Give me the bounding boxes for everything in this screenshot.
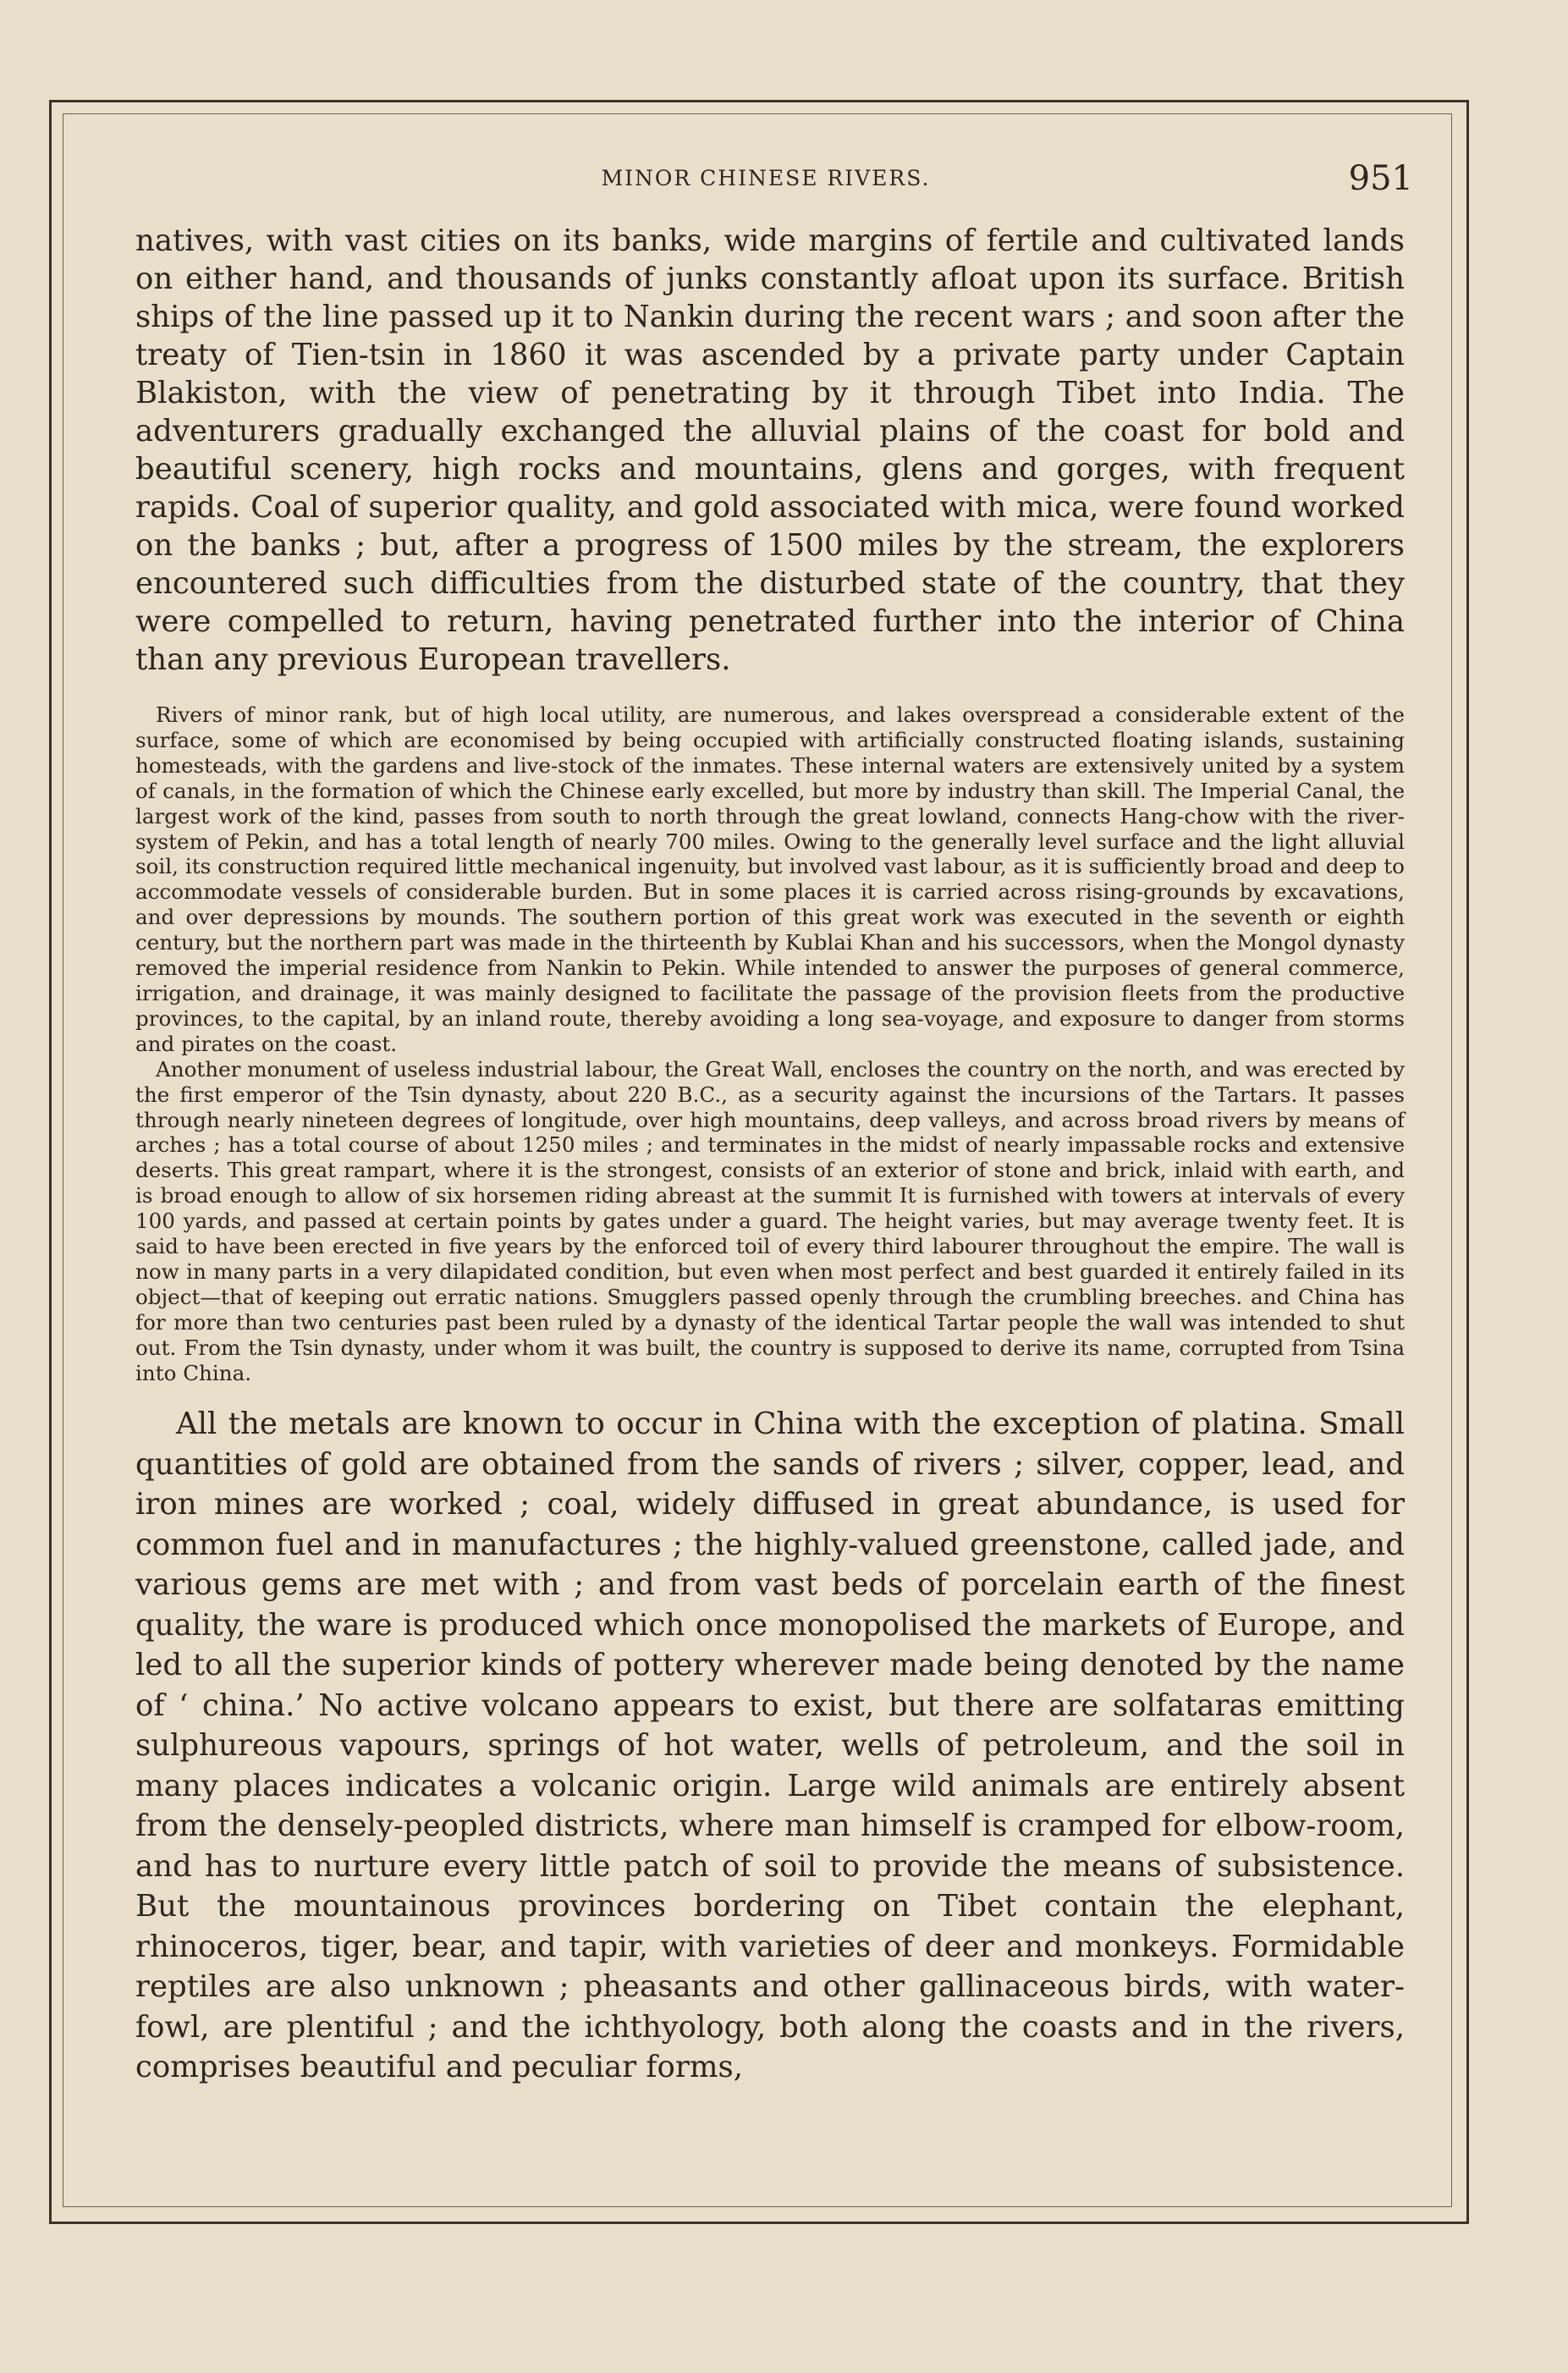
paragraph-large-type-1: natives, with vast cities on its banks, wide margins of fertile and cultivated lands on either hand, and thousands of junks constantly afloat upon its surface. British ships of the line passed up it to Nankin during the recent wars ; and soon after the treaty of Tien-tsin in 1860 it was ascended by a private party under Captain Blakiston, with the view of penetrating by it through Tibet into India. The adventurers gradually exchanged the alluvial plains of the coast for bold and beautiful scenery, high rocks and mountains, glens and gorges, with frequent rapids. Coal of superior quality, and gold associated with mica, were found worked on the banks ; but, after a progress of 1500 miles by the stream, the explorers encountered such difficulties from the disturbed state of the country, that they were compelled to return, having penetrated further into the interior of China than any previous European travellers. [135, 223, 1405, 677]
paragraph-large-type-2: All the metals are known to occur in China with the exception of platina. Small quantities of gold are obtained from the sands of rivers ; silver, copper, lead, and iron mines are worked ; coal, widely diffused in great abundance, is used for common fuel and in manufactures ; the highly-valued greenstone, called jade, and various gems are met with ; and from vast beds of porcelain earth of the finest quality, the ware is produced which once monopolised the markets of Europe, and led to all the superior kinds of pottery wherever made being denoted by the name of ‘ china.’ No active volcano appears to exist, but there are solfataras emitting sulphureous vapours, springs of hot water, wells of petroleum, and the soil in many places indicates a volcanic origin. Large wild animals are entirely absent from the densely-peopled districts, where man himself is cramped for elbow-room, and has to nurture every little patch of soil to provide the means of subsistence. But the mountainous provinces bordering on Tibet contain the elephant, rhinoceros, tiger, bear, and tapir, with varieties of deer and monkeys. Formidable reptiles are also unknown ; pheasants and other gallinaceous birds, with water-fowl, are plentiful ; and the ichthyology, both along the coasts and in the rivers, comprises beautiful and peculiar forms, [135, 1407, 1405, 2085]
paragraph-small-type-2: Another monument of useless industrial labour, the Great Wall, encloses the country on the north, and was erected by the first emperor of the Tsin dynasty, about 220 B.C., as a security against the incursions of the Tartars. It passes through nearly nineteen degrees of longitude, over high mountains, deep valleys, and across broad rivers by means of arches ; has a total course of about 1250 miles ; and terminates in the midst of nearly impassable rocks and extensive deserts. This great rampart, where it is the strongest, consists of an exterior of stone and brick, inlaid with earth, and is broad enough to allow of six horsemen riding abreast at the summit It is furnished with towers at intervals of every 100 yards, and passed at certain points by gates under a guard. The height varies, but may average twenty feet. It is said to have been erected in five years by the enforced toil of every third labourer throughout the empire. The wall is now in many parts in a very dilapidated condition, but even when most perfect and best guarded it entirely failed in its object—that of keeping out erratic nations. Smugglers passed openly through the crumbling breeches. and China has for more than two centuries past been ruled by a dynasty of the identical Tartar people the wall was intended to shut out. From the Tsin dynasty, under whom it was built, the country is supposed to derive its name, corrupted from Tsina into China. [135, 1056, 1405, 1385]
body-text [135, 222, 1405, 2088]
page-number: 951 [1348, 159, 1413, 198]
running-title: MINOR CHINESE RIVERS. [601, 166, 931, 190]
paragraph-small-type-1: Rivers of minor rank, but of high local utility, are numerous, and lakes overspread a considerable extent of the surface, some of which are economised by being occupied with artificially constructed floating islands, sustaining homesteads, with the gardens and live-stock of the inmates. These internal waters are extensively united by a system of canals, in the formation of which the Chinese early excelled, but more by industry than skill. The Imperial Canal, the largest work of the kind, passes from south to north through the great lowland, connects Hang-chow with the river-system of Pekin, and has a total length of nearly 700 miles. Owing to the generally level surface and the light alluvial soil, its construction required little mechanical ingenuity, but involved vast labour, as it is sufficiently broad and deep to accommodate vessels of considerable burden. But in some places it is carried across rising-grounds by excavations, and over depressions by mounds. The southern portion of this great work was executed in the seventh or eighth century, but the northern part was made in the thirteenth by Kublai Khan and his successors, when the Mongol dynasty removed the imperial residence from Nankin to Pekin. While intended to answer the purposes of general commerce, irrigation, and drainage, it was mainly designed to facilitate the passage of the provision fleets from the productive provinces, to the capital, by an inland route, thereby avoiding a long sea-voyage, and exposure to danger from storms and pirates on the coast. [135, 702, 1405, 1056]
page-header [118, 159, 1413, 208]
